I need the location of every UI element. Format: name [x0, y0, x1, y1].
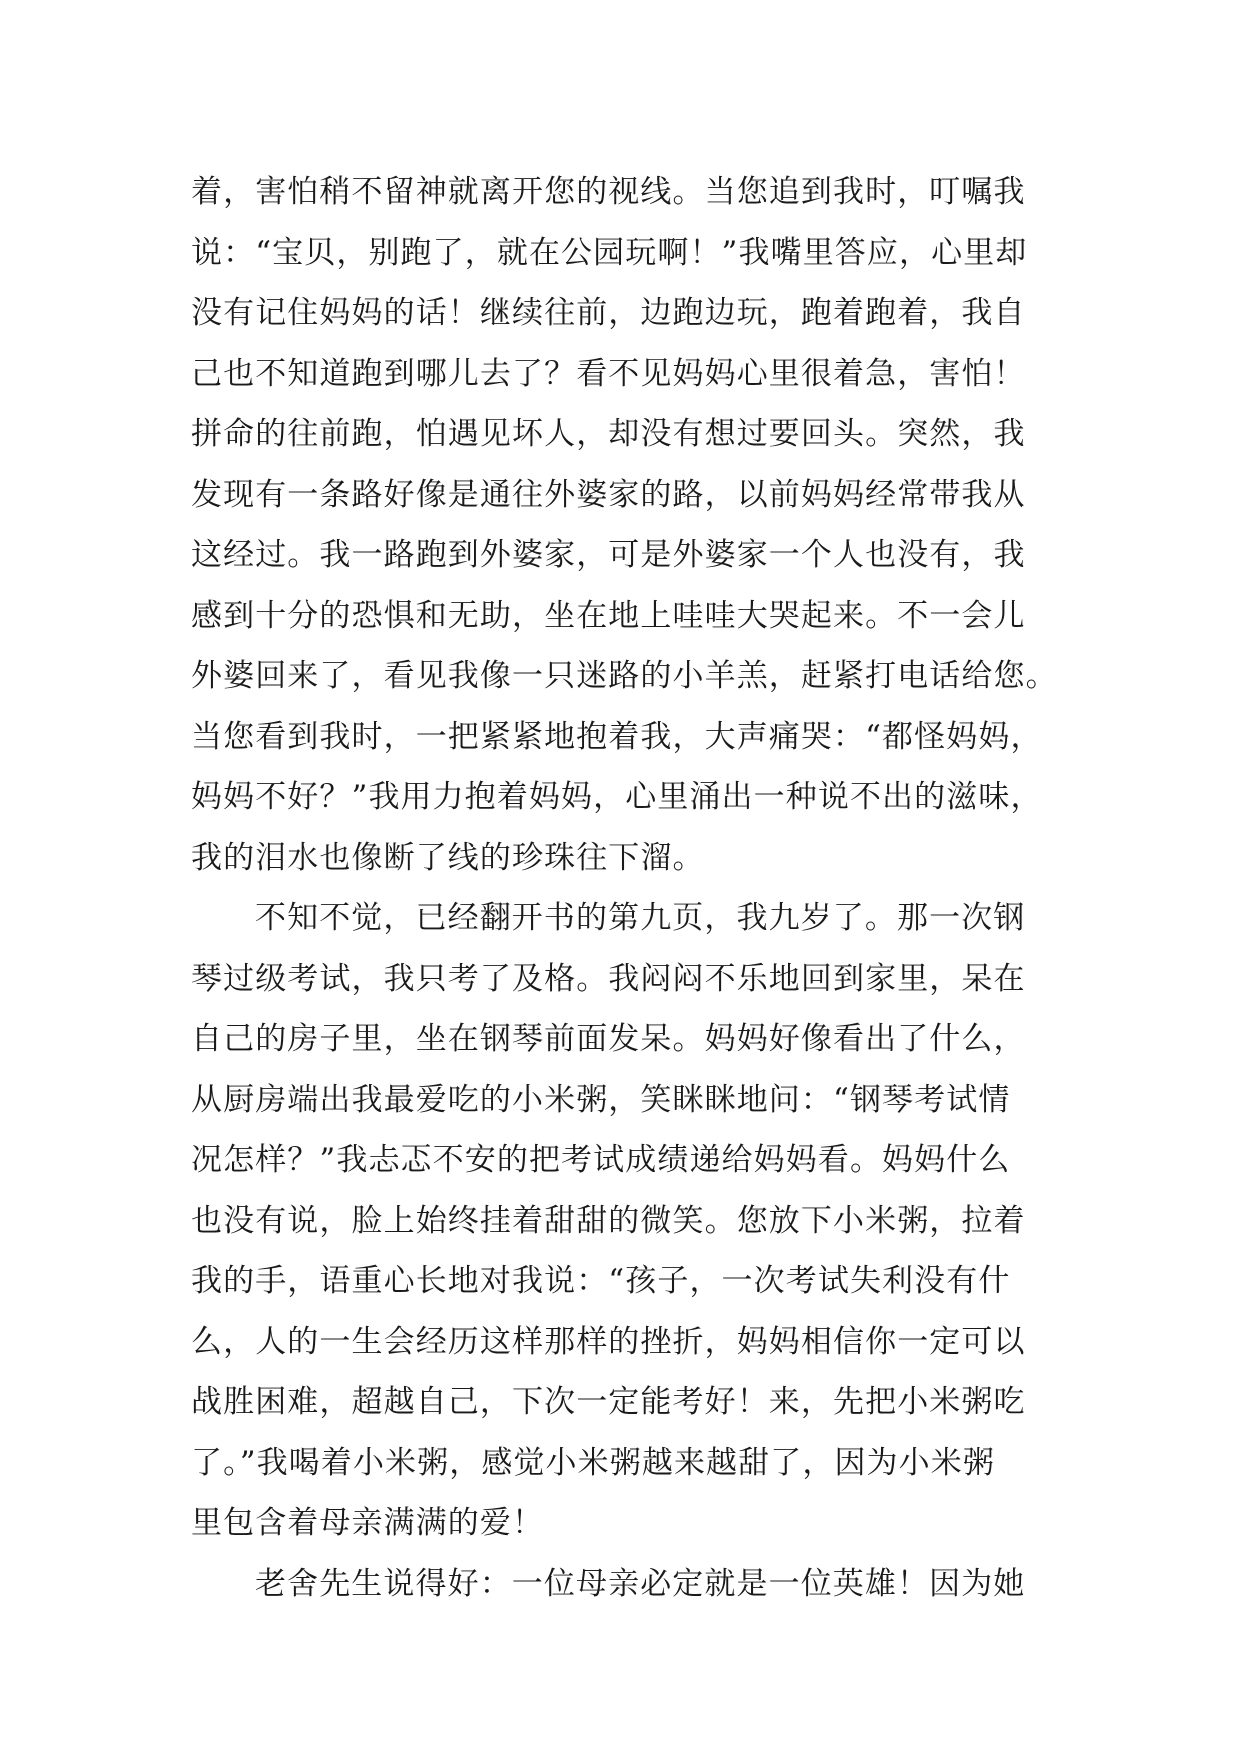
text-line: 这经过。我一路跑到外婆家，可是外婆家一个人也没有，我 [191, 537, 1026, 573]
text-line: 战胜困难，超越自己，下次一定能考好！来，先把小米粥吃 [191, 1384, 1026, 1420]
text-line: 况怎样？”我忐忑不安的把考试成绩递给妈妈看。妈妈什么 [191, 1142, 1011, 1178]
text-line: 从厨房端出我最爱吃的小米粥，笑眯眯地问：“钢琴考试情 [191, 1081, 1011, 1118]
text-line: 没有记住妈妈的话！继续往前，边跑边玩，跑着跑着，我自 [191, 295, 1026, 331]
text-line: 了。”我喝着小米粥，感觉小米粥越来越甜了，因为小米粥 [191, 1444, 995, 1481]
text-line: 也没有说，脸上始终挂着甜甜的微笑。您放下小米粥，拉着 [191, 1202, 1026, 1239]
text-line: 当您看到我时，一把紧紧地抱着我，大声痛哭：“都怪妈妈， [191, 718, 1043, 755]
paragraph-start-line: 不知不觉，已经翻开书的第九页，我九岁了。那一次钢 [255, 900, 1026, 936]
text-line: 妈妈不好？”我用力抱着妈妈，心里涌出一种说不出的滋味， [191, 779, 1043, 815]
text-line: 琴过级考试，我只考了及格。我闷闷不乐地回到家里，呆在 [191, 960, 1026, 997]
text-line: 说：“宝贝，别跑了，就在公园玩啊！”我嘴里答应，心里却 [191, 234, 1028, 271]
text-line: 发现有一条路好像是通往外婆家的路，以前妈妈经常带我从 [191, 476, 1026, 513]
text-line: 自己的房子里，坐在钢琴前面发呆。妈妈好像看出了什么， [191, 1021, 1026, 1057]
paragraph-start-line: 老舍先生说得好：一位母亲必定就是一位英雄！因为她 [255, 1565, 1026, 1602]
text-line: 着，害怕稍不留神就离开您的视线。当您追到我时，叮嘱我 [191, 174, 1026, 210]
text-line: 己也不知道跑到哪儿去了？看不见妈妈心里很着急，害怕！ [191, 355, 1026, 392]
text-line: 拼命的往前跑，怕遇见坏人，却没有想过要回头。突然，我 [191, 416, 1026, 452]
text-line: 我的泪水也像断了线的珍珠往下溜。 [191, 839, 705, 876]
text-line: 里包含着母亲满满的爱！ [191, 1505, 545, 1541]
text-line: 感到十分的恐惧和无助，坐在地上哇哇大哭起来。不一会儿 [191, 597, 1026, 634]
text-line: 我的手，语重心长地对我说：“孩子，一次考试失利没有什 [191, 1263, 1011, 1299]
body-text [191, 162, 1058, 1614]
text-line: 么，人的一生会经历这样那样的挫折，妈妈相信你一定可以 [191, 1323, 1026, 1360]
text-line: 外婆回来了，看见我像一只迷路的小羊羔，赶紧打电话给您。 [191, 658, 1058, 694]
